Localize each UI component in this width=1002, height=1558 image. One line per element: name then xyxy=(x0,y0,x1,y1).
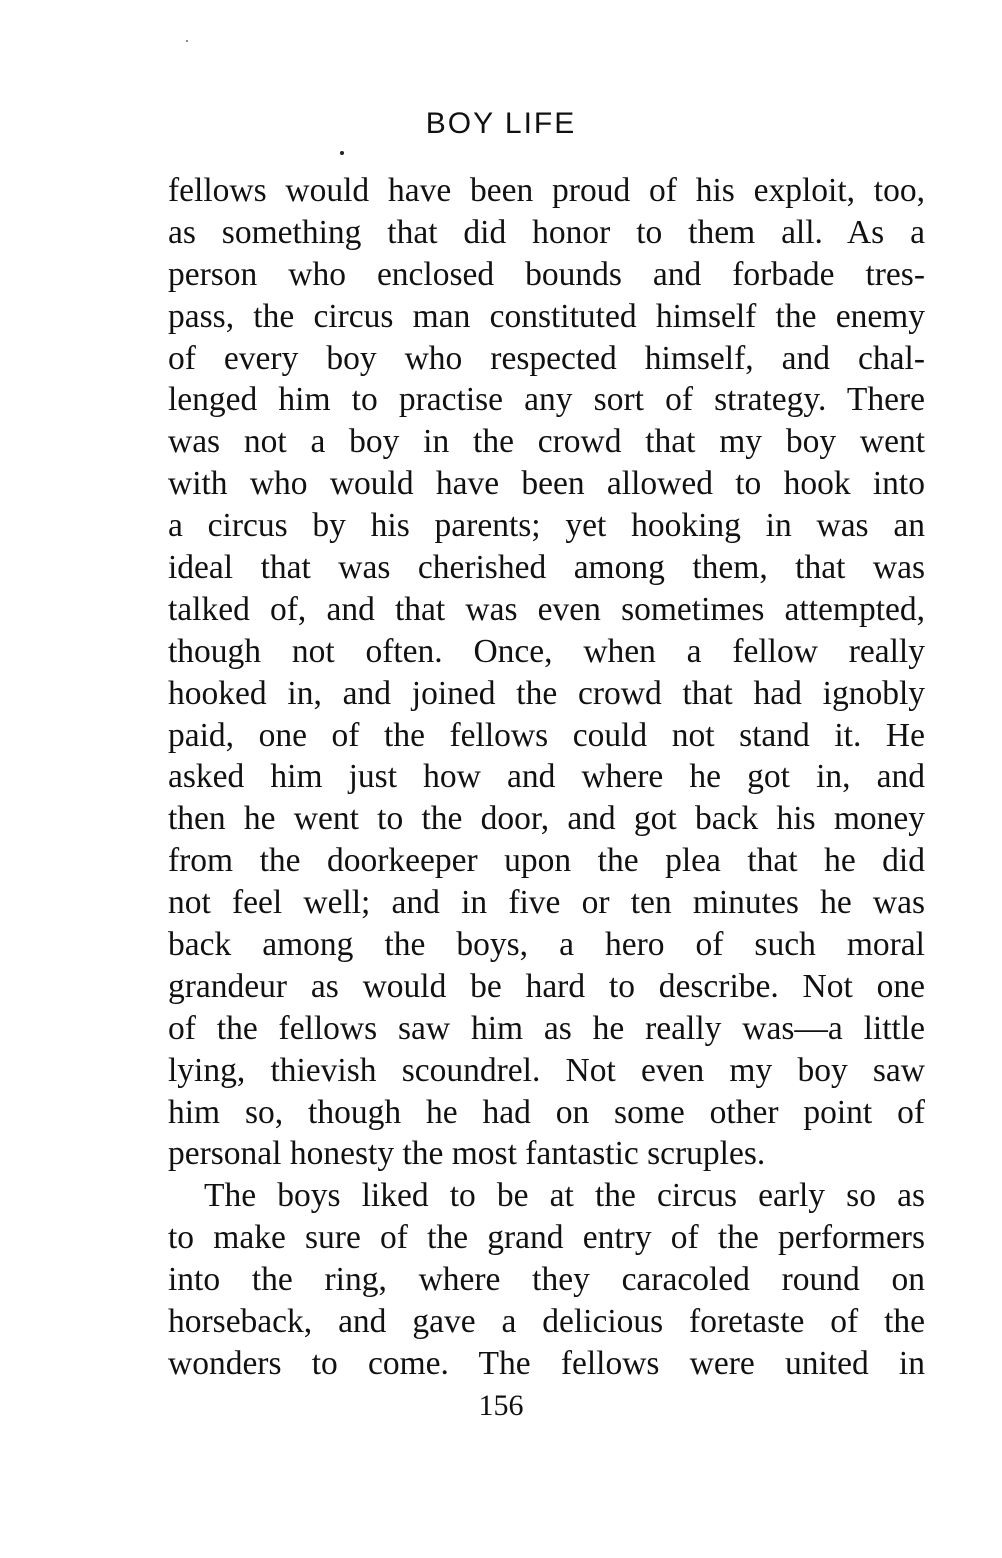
text-line: then he went to the door, and got back his money xyxy=(168,800,925,838)
paragraph-last-line: personal honesty the most fantastic scruples. xyxy=(168,1135,766,1173)
page-number: 156 xyxy=(478,1389,524,1422)
text-line: asked him just how and where he got in, and xyxy=(168,758,925,796)
text-line: talked of, and that was even sometimes attempted, xyxy=(168,590,925,628)
text-line: fellows would have been proud of his exploit, too, xyxy=(168,172,925,209)
text-line: of every boy who respected himself, and chal- xyxy=(168,339,925,377)
text-line: paid, one of the fellows could not stand it. He xyxy=(168,716,925,754)
text-line: not feel well; and in five or ten minutes he was xyxy=(168,884,925,922)
text-line: with who would have been allowed to hook into xyxy=(168,465,925,503)
text-line: a circus by his parents; yet hooking in was an xyxy=(168,507,925,545)
text-line: to make sure of the grand entry of the performers xyxy=(168,1219,925,1257)
running-head: BOY LIFE xyxy=(425,107,577,140)
text-line: as something that did honor to them all. As a xyxy=(168,213,925,251)
text-line: person who enclosed bounds and forbade tres- xyxy=(168,255,925,293)
text-line: pass, the circus man constituted himself the enemy xyxy=(168,297,925,335)
text-line: lying, thievish scoundrel. Not even my boy saw xyxy=(168,1051,925,1089)
print-speck xyxy=(186,40,188,42)
text-line: hooked in, and joined the crowd that had ignobly xyxy=(168,674,925,712)
text-line: was not a boy in the crowd that my boy went xyxy=(168,423,925,461)
text-line: lenged him to practise any sort of strategy. There xyxy=(168,381,925,419)
text-line: him so, though he had on some other point of xyxy=(168,1093,925,1131)
print-speck xyxy=(340,151,344,155)
body-text xyxy=(168,170,925,1385)
text-line: wonders to come. The fellows were united in xyxy=(168,1344,925,1382)
text-line: grandeur as would be hard to describe. Not one xyxy=(168,967,925,1005)
text-line: ideal that was cherished among them, that was xyxy=(168,549,925,587)
text-line: into the ring, where they caracoled round on xyxy=(168,1261,925,1299)
text-line: though not often. Once, when a fellow really xyxy=(168,632,925,670)
text-line: horseback, and gave a delicious foretaste of the xyxy=(168,1303,925,1341)
text-line: back among the boys, a hero of such moral xyxy=(168,926,925,964)
text-line: of the fellows saw him as he really was—a little xyxy=(168,1009,925,1047)
paragraph-first-line: The boys liked to be at the circus early so as xyxy=(204,1177,925,1215)
text-line: from the doorkeeper upon the plea that he did xyxy=(168,842,925,880)
